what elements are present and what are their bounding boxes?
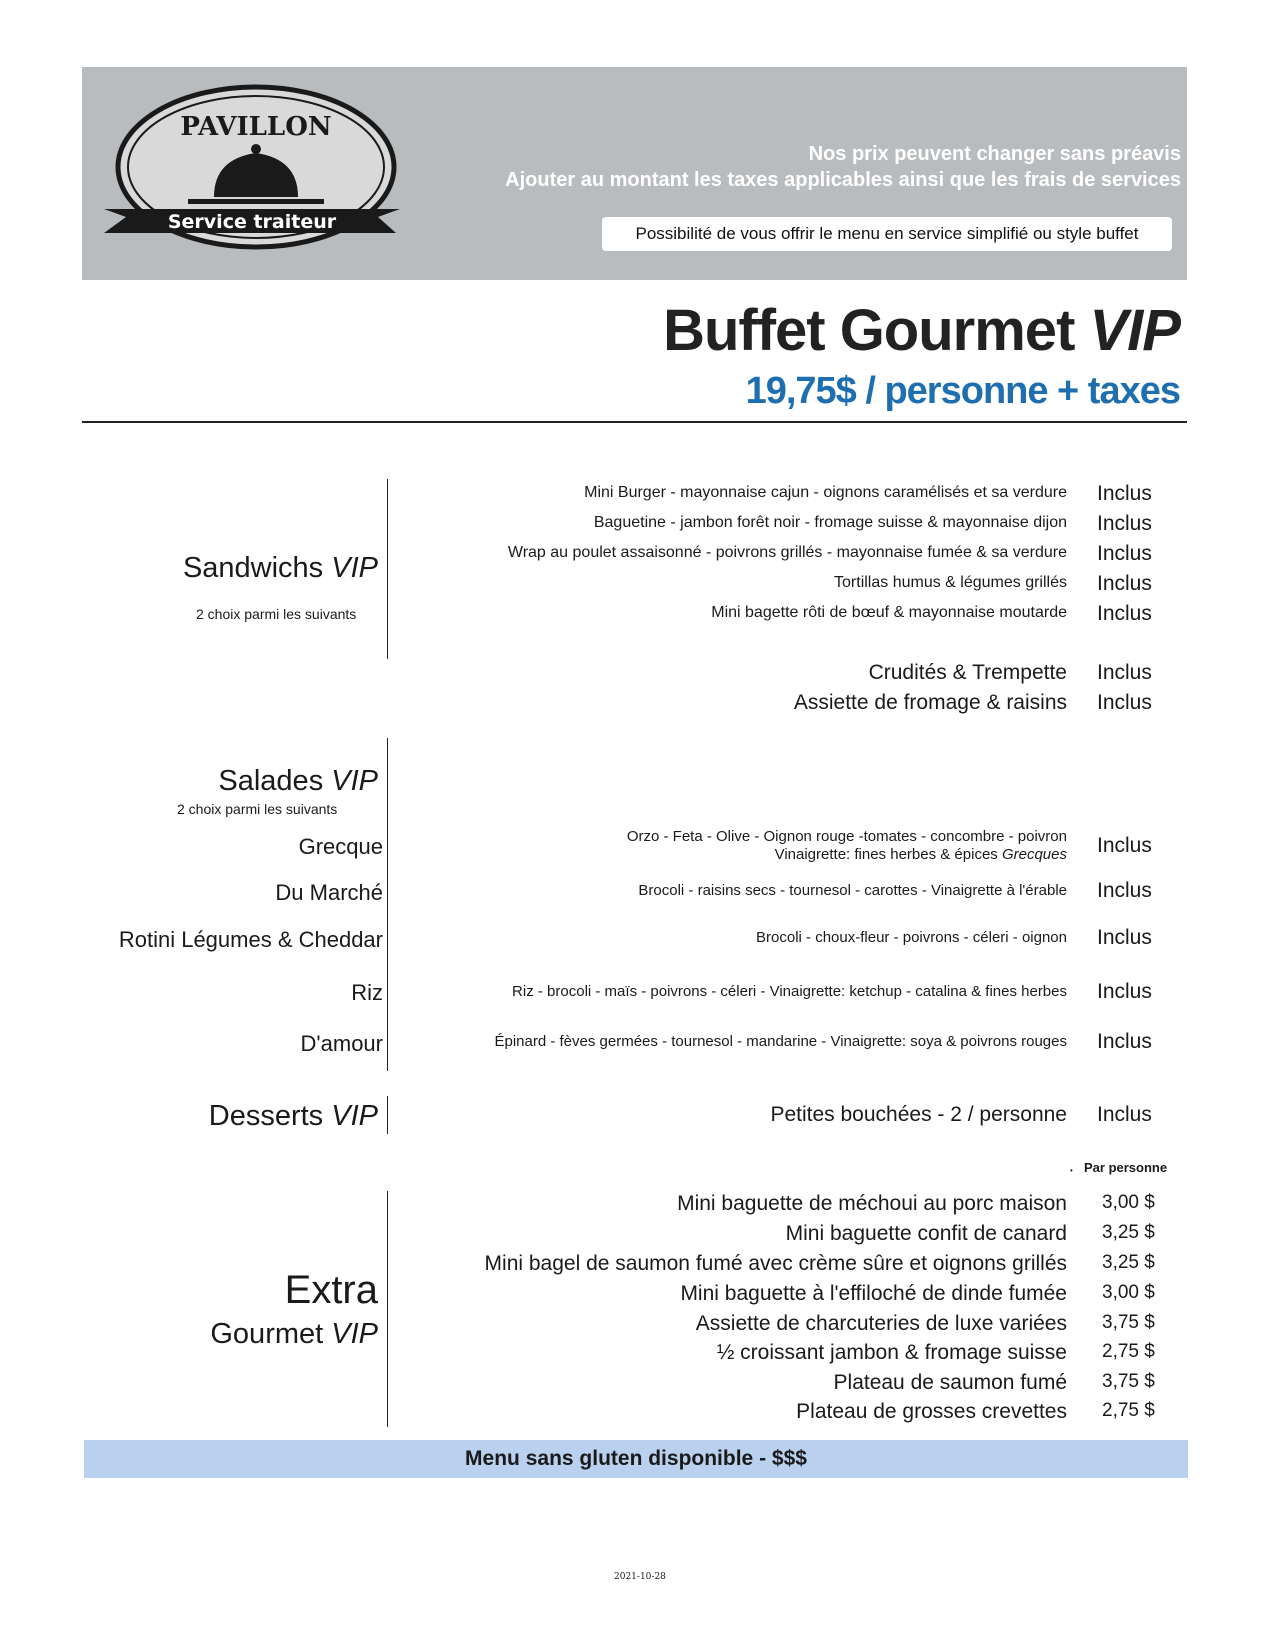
list-item: Petites bouchées - 2 / personne bbox=[770, 1103, 1067, 1126]
item-price: Inclus bbox=[1097, 879, 1152, 902]
desserts-title: Desserts VIP bbox=[208, 1100, 378, 1132]
item-price: Inclus bbox=[1097, 1103, 1152, 1126]
section-divider bbox=[387, 1096, 388, 1134]
page-title: Buffet Gourmet VIP bbox=[663, 298, 1180, 363]
section-divider bbox=[387, 1191, 388, 1427]
section-divider bbox=[387, 479, 388, 659]
item-price: Inclus bbox=[1097, 482, 1152, 505]
salad-name: Rotini Légumes & Cheddar bbox=[118, 927, 383, 952]
item-price: 2,75 $ bbox=[1102, 1400, 1155, 1421]
item-price: 3,75 $ bbox=[1102, 1312, 1155, 1333]
list-item: Assiette de charcuteries de luxe variées bbox=[695, 1312, 1067, 1335]
list-item: ½ croissant jambon & fromage suisse bbox=[716, 1341, 1067, 1364]
list-item: Plateau de saumon fumé bbox=[833, 1371, 1067, 1394]
list-item: Plateau de grosses crevettes bbox=[796, 1400, 1067, 1423]
extra-subtitle: Gourmet VIP bbox=[210, 1318, 378, 1350]
par-personne-label: Par personne bbox=[1084, 1160, 1168, 1175]
list-item: Brocoli - raisins secs - tournesol - carottes - Vinaigrette à l'érable bbox=[638, 882, 1067, 899]
list-item: Assiette de fromage & raisins bbox=[793, 691, 1067, 714]
salad-name: Riz bbox=[351, 980, 383, 1005]
salades-subtitle: 2 choix parmi les suivants bbox=[177, 801, 338, 817]
list-item: Crudités & Trempette bbox=[868, 661, 1067, 684]
salades-title: Salades VIP bbox=[218, 765, 378, 797]
document-date: 2021-10-28 bbox=[614, 1572, 666, 1582]
extra-title: Extra bbox=[284, 1268, 378, 1312]
item-price: Inclus bbox=[1097, 980, 1152, 1003]
item-price: Inclus bbox=[1097, 834, 1152, 857]
list-item: Mini Burger - mayonnaise cajun - oignons caramélisés et sa verdure bbox=[584, 484, 1067, 501]
item-price: Inclus bbox=[1097, 542, 1152, 565]
item-price: 3,00 $ bbox=[1102, 1282, 1155, 1303]
item-price: Inclus bbox=[1097, 602, 1152, 625]
item-price: 3,00 $ bbox=[1102, 1192, 1155, 1213]
item-price: 3,75 $ bbox=[1102, 1371, 1155, 1392]
list-item: Mini baguette à l'effiloché de dinde fumée bbox=[680, 1282, 1067, 1305]
item-price: Inclus bbox=[1097, 691, 1152, 714]
item-price: Inclus bbox=[1097, 661, 1152, 684]
pavillon-logo bbox=[96, 81, 406, 261]
logo-text: PAVILLON bbox=[180, 112, 332, 142]
sandwichs-subtitle: 2 choix parmi les suivants bbox=[196, 606, 357, 622]
price-per-person: 19,75$ / personne + taxes bbox=[745, 370, 1180, 412]
price-notice: Nos prix peuvent changer sans préavis bbox=[808, 143, 1181, 165]
item-price: 3,25 $ bbox=[1102, 1252, 1155, 1273]
list-item: Vinaigrette: fines herbes & épices Grecques bbox=[774, 846, 1067, 863]
list-item: Riz - brocoli - maïs - poivrons - céleri - Vinaigrette: ketchup - catalina & fines herbes bbox=[512, 983, 1067, 1000]
divider bbox=[82, 421, 1187, 423]
item-price: Inclus bbox=[1097, 512, 1152, 535]
list-item: Mini bagel de saumon fumé avec crème sûre et oignons grillés bbox=[484, 1252, 1067, 1275]
salad-name: Grecque bbox=[298, 834, 383, 859]
item-price: 3,25 $ bbox=[1102, 1222, 1155, 1243]
header-banner bbox=[82, 67, 1187, 280]
item-price: Inclus bbox=[1097, 926, 1152, 949]
sandwichs-title: Sandwichs VIP bbox=[182, 552, 378, 584]
list-item: Orzo - Feta - Olive - Oignon rouge -tomates - concombre - poivron bbox=[626, 828, 1067, 845]
service-note: Possibilité de vous offrir le menu en service simplifié ou style buffet bbox=[602, 217, 1172, 251]
list-item: Wrap au poulet assaisonné - poivrons grillés - mayonnaise fumée & sa verdure bbox=[507, 544, 1067, 561]
salad-name: Du Marché bbox=[275, 880, 383, 905]
list-item: Mini baguette confit de canard bbox=[785, 1222, 1067, 1245]
item-price: Inclus bbox=[1097, 1030, 1152, 1053]
list-item: Baguetine - jambon forêt noir - fromage suisse & mayonnaise dijon bbox=[593, 514, 1067, 531]
item-price: 2,75 $ bbox=[1102, 1341, 1155, 1362]
salad-name: D'amour bbox=[300, 1031, 383, 1056]
list-item: Mini baguette de méchoui au porc maison bbox=[677, 1192, 1067, 1215]
list-item: Tortillas humus & légumes grillés bbox=[834, 574, 1067, 591]
list-item: Épinard - fèves germées - tournesol - mandarine - Vinaigrette: soya & poivrons rouges bbox=[494, 1033, 1067, 1050]
section-divider bbox=[387, 738, 388, 1071]
list-item: Brocoli - choux-fleur - poivrons - céleri - oignon bbox=[756, 929, 1067, 946]
logo-banner-text: Service traiteur bbox=[167, 211, 337, 233]
list-item: Mini bagette rôti de bœuf & mayonnaise moutarde bbox=[711, 604, 1067, 621]
tax-notice: Ajouter au montant les taxes applicables ainsi que les frais de services bbox=[505, 169, 1181, 191]
item-price: Inclus bbox=[1097, 572, 1152, 595]
gluten-free-banner: Menu sans gluten disponible - $$$ bbox=[84, 1440, 1188, 1478]
bullet: • bbox=[1070, 1166, 1073, 1175]
